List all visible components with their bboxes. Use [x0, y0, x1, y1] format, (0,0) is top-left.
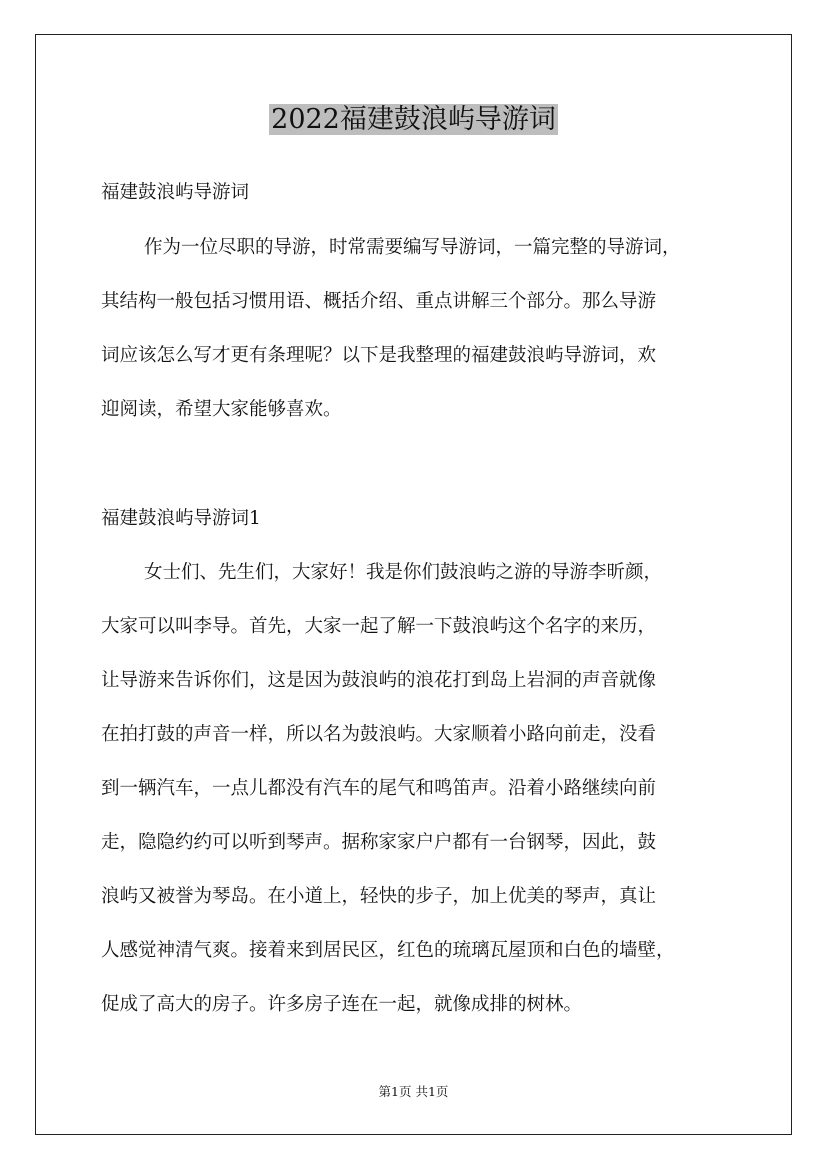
intro-line: 其结构一般包括习惯用语、概括介绍、重点讲解三个部分。那么导游 [101, 291, 657, 312]
body-line: 走，隐隐约约可以听到琴声。据称家家户户都有一台钢琴，因此，鼓 [101, 832, 657, 853]
intro-line: 迎阅读，希望大家能够喜欢。 [101, 399, 342, 420]
body-line: 促成了高大的房子。许多房子连在一起，就像成排的树林。 [101, 994, 583, 1015]
body-line: 到一辆汽车，一点儿都没有汽车的尾气和鸣笛声。沿着小路继续向前 [101, 778, 657, 799]
section-heading: 福建鼓浪屿导游词1 [101, 508, 261, 529]
section-heading: 福建鼓浪屿导游词 [101, 182, 250, 203]
body-line: 大家可以叫李导。首先，大家一起了解一下鼓浪屿这个名字的来历， [101, 616, 657, 637]
title-text: 2022福建鼓浪屿导游词 [271, 104, 556, 135]
body-line: 在拍打鼓的声音一样，所以名为鼓浪屿。大家顺着小路向前走，没看 [101, 724, 657, 745]
body-line: 人感觉神清气爽。接着来到居民区，红色的琉璃瓦屋顶和白色的墙壁， [101, 940, 675, 961]
page-footer: 第1页 共1页 [378, 1084, 449, 1099]
document-title [0, 100, 827, 140]
body-line: 让导游来告诉你们，这是因为鼓浪屿的浪花打到岛上岩洞的声音就像 [101, 670, 657, 691]
intro-line: 作为一位尽职的导游，时常需要编写导游词，一篇完整的导游词， [144, 237, 681, 258]
intro-line: 词应该怎么写才更有条理呢？以下是我整理的福建鼓浪屿导游词，欢 [101, 345, 657, 366]
body-line: 浪屿又被誉为琴岛。在小道上，轻快的步子，加上优美的琴声，真让 [101, 886, 657, 907]
body-line: 女士们、先生们，大家好！我是你们鼓浪屿之游的导游李昕颜， [144, 562, 663, 583]
